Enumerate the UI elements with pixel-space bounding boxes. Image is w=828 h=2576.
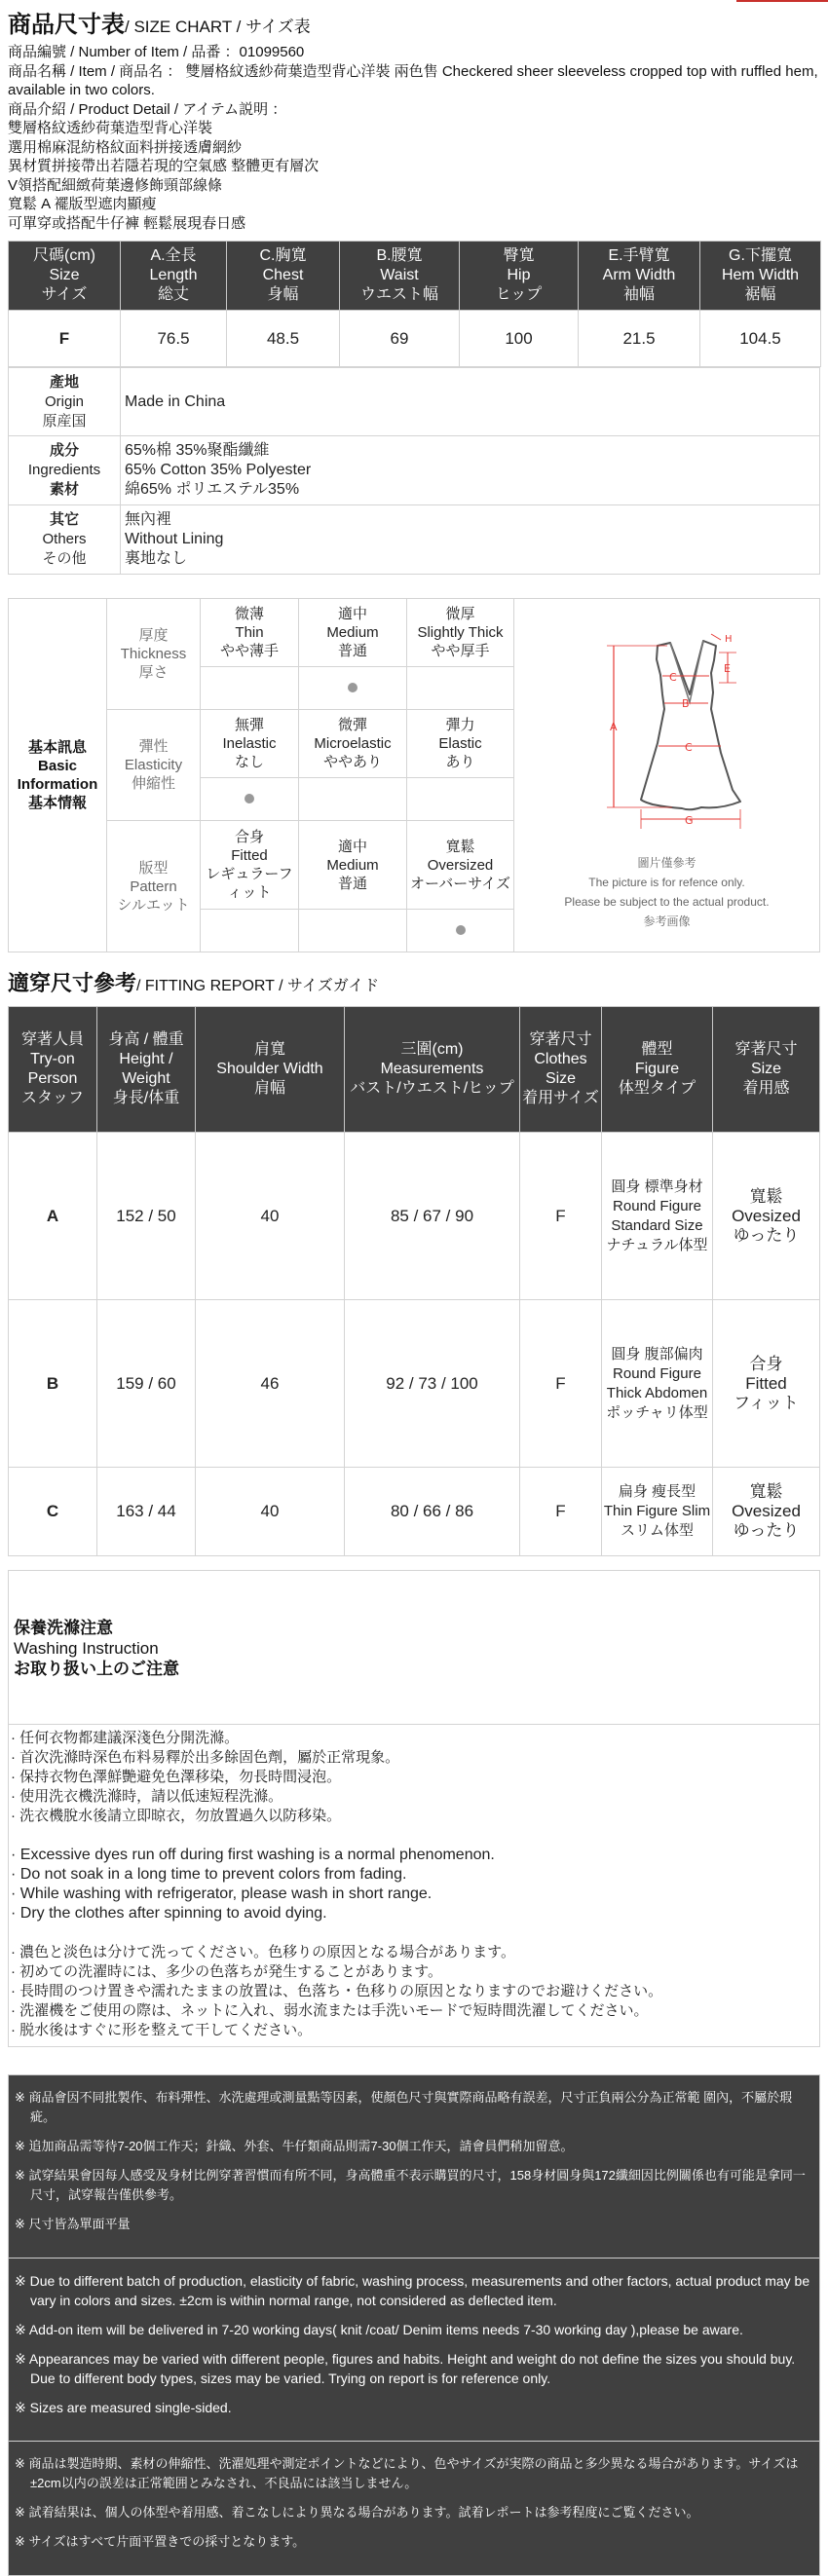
cell-fit-feel: 寬鬆 Ovesized ゆったり bbox=[713, 1468, 820, 1556]
others-row bbox=[9, 505, 820, 575]
fitting-title-main: 適穿尺寸參考 bbox=[8, 971, 137, 995]
thickness-option-medium: 適中 Medium 普通 bbox=[299, 599, 407, 667]
thickness-option-thin: 微薄 Thin やや薄手 bbox=[201, 599, 299, 667]
washing-instruction-box bbox=[8, 1570, 820, 2047]
size-chart-table bbox=[8, 241, 821, 367]
svg-text:A: A bbox=[609, 721, 618, 733]
washing-heading: 保養洗滌注意 Washing Instruction お取り扱い上のご注意 bbox=[9, 1571, 819, 1725]
col-header-height-weight: 身高 / 體重 Height / Weight 身長/体重 bbox=[97, 1007, 196, 1133]
wash-line-zh: · 任何衣物都建議深淺色分開洗滌。 bbox=[11, 1730, 240, 1746]
cell-clothes-size: F bbox=[520, 1300, 602, 1468]
wash-line-zh: · 首次洗滌時深色布料易釋於出多餘固色劑，屬於正常現象。 bbox=[11, 1749, 400, 1766]
wash-line-ja: · 初めての洗濯時には、多少の色落ちが発生することがあります。 bbox=[11, 1963, 442, 1980]
thickness-indicator bbox=[201, 667, 299, 710]
notes-zh: ※ 商品會因不同批製作、布料彈性、水洗處理或測量點等因素，使顏色尺寸與實際商品略有誤差，尺寸正負兩公分為正常範 圍內，不屬於瑕疵。 ※ 追加商品需等待7-20個工作天；針織、外套、牛仔類商品則需7-30個工作天，請會員們稍加留意。 ※ 試穿結果會因每人感受及身材比例穿著習慣而有所不同，身高體重不表示購買的尺寸，158身材圓身與172纖細因比例關係也有可能是拿同一尺寸，試穿報告僅供參考。 ※ 尺寸皆為單面平量 bbox=[9, 2075, 819, 2259]
detail-line: 寬鬆 A 襬版型遮肉顯瘦 bbox=[8, 196, 157, 212]
detail-line: V領搭配細緻荷葉邊修飾頸部線條 bbox=[8, 176, 223, 194]
col-header-shoulder: 肩寬 Shoulder Width 肩幅 bbox=[196, 1007, 345, 1133]
col-header-waist: B.腰寬 Waist ウエスト幅 bbox=[340, 242, 460, 311]
cell-waist: 69 bbox=[340, 311, 460, 367]
elasticity-label: 彈性 Elasticity 伸縮性 bbox=[107, 710, 201, 821]
elasticity-option-elastic: 彈力 Elastic あり bbox=[407, 710, 514, 778]
col-header-arm-width: E.手臂寬 Arm Width 袖幅 bbox=[579, 242, 700, 311]
item-name: 商品名稱 / Item / 商品名 ： 雙層格紋透紗荷葉造型背心洋裝 兩色售 Checkered sheer sleeveless cropped top with ruffled hem, available in two colors. bbox=[8, 62, 818, 98]
cell-chest: 48.5 bbox=[227, 311, 340, 367]
fitting-row bbox=[9, 1133, 820, 1300]
cell-height-weight: 159 / 60 bbox=[97, 1300, 196, 1468]
svg-text:E: E bbox=[723, 662, 731, 675]
notes-ja: ※ 商品は製造時期、素材の伸縮性、洗濯処理や測定ポイントなどにより、色やサイズが実際の商品と多少異なる場合があります。サイズは±2cm以内の誤差は正常範囲とみなされ、不良品には該当しません。 ※ 試着結果は、個人の体型や着用感、着こなしにより異なる場合があります。試着レポートは参考程度にご覧ください。 ※ サイズはすべて片面平置きでの採寸となります。 bbox=[15, 2456, 799, 2549]
cell-person: A bbox=[9, 1133, 97, 1300]
cell-fit-feel: 合身 Fitted フィット bbox=[713, 1300, 820, 1468]
cell-length: 76.5 bbox=[121, 311, 227, 367]
cell-person: B bbox=[9, 1300, 97, 1468]
others-value: 無內裡 Without Lining 裏地なし bbox=[121, 505, 820, 575]
cell-clothes-size: F bbox=[520, 1133, 602, 1300]
wash-line-ja: · 長時間のつけ置きや濡れたままの放置は、色落ち・色移りの原因となりますのでお避けください。 bbox=[11, 1983, 663, 1999]
selected-dot-icon bbox=[245, 794, 254, 803]
product-size-document bbox=[8, 0, 820, 2576]
detail-line: 雙層格紋透紗荷葉造型背心洋裝 bbox=[8, 120, 213, 136]
diagram-caption: 圖片僅參考 The picture is for refence only. Please be subject to the actual product. 参考画像 bbox=[564, 856, 770, 928]
title-sub: / SIZE CHART / サイズ表 bbox=[125, 18, 311, 36]
cell-height-weight: 152 / 50 bbox=[97, 1133, 196, 1300]
elasticity-indicator bbox=[407, 778, 514, 821]
wash-line-zh: · 使用洗衣機洗滌時，請以低速短程洗滌。 bbox=[11, 1788, 283, 1805]
cell-shoulder: 46 bbox=[196, 1300, 345, 1468]
wash-line-ja: · 濃色と淡色は分けて洗ってください。色移りの原因となる場合があります。 bbox=[11, 1944, 515, 1960]
wash-line-zh: · 洗衣機脫水後請立即晾衣，勿放置過久以防移染。 bbox=[11, 1808, 342, 1824]
elasticity-indicator bbox=[299, 778, 407, 821]
dress-measurement-diagram-icon bbox=[555, 616, 779, 831]
detail-label: 商品介紹 / Product Detail / アイテム説明 ： bbox=[8, 100, 287, 118]
pattern-label: 版型 Pattern シルエット bbox=[107, 821, 201, 952]
col-header-chest: C.胸寬 Chest 身幅 bbox=[227, 242, 340, 311]
pattern-option-medium: 適中 Medium 普通 bbox=[299, 821, 407, 910]
cell-person: C bbox=[9, 1468, 97, 1556]
wash-line-en: · While washing with refrigerator, please wash in short range. bbox=[11, 1885, 433, 1902]
cell-figure: 扁身 瘦長型 Thin Figure Slim スリム体型 bbox=[602, 1468, 713, 1556]
origin-label: 產地 Origin 原産国 bbox=[9, 368, 121, 436]
svg-text:C: C bbox=[684, 741, 693, 754]
cell-measurements: 92 / 73 / 100 bbox=[345, 1300, 520, 1468]
pattern-indicator bbox=[407, 910, 514, 952]
fitting-header-row bbox=[9, 1007, 820, 1133]
svg-text:B: B bbox=[681, 697, 690, 710]
fitting-title-sub: / FITTING REPORT / サイズガイド bbox=[136, 978, 380, 994]
svg-text:C: C bbox=[668, 671, 677, 684]
pattern-indicator bbox=[299, 910, 407, 952]
notes-panel bbox=[8, 2074, 820, 2576]
detail-line: 異材質拼接帶出若隱若現的空氣感 整體更有層次 bbox=[8, 158, 320, 174]
thickness-option-thick: 微厚 Slightly Thick やや厚手 bbox=[407, 599, 514, 667]
wash-line-ja: · 洗濯機をご使用の際は、ネットに入れ、弱水流または手洗いモードで短時間洗濯してください。 bbox=[11, 2002, 649, 2019]
basic-info-label: 基本訊息 Basic Information 基本情報 bbox=[9, 599, 107, 952]
wash-line-zh: · 保持衣物色澤鮮艷避免色澤移染，勿長時間浸泡。 bbox=[11, 1769, 342, 1785]
fitting-row bbox=[9, 1468, 820, 1556]
basic-info-table bbox=[8, 598, 820, 952]
thickness-label: 厚度 Thickness 厚さ bbox=[107, 599, 201, 710]
col-header-hem-width: G.下擺寬 Hem Width 裾幅 bbox=[700, 242, 821, 311]
fitting-report-table bbox=[8, 1006, 820, 1556]
wash-line-en: · Excessive dyes run off during first washing is a normal phenomenon. bbox=[11, 1847, 495, 1863]
cell-shoulder: 40 bbox=[196, 1133, 345, 1300]
selected-dot-icon bbox=[348, 683, 358, 692]
col-header-figure: 體型 Figure 体型タイプ bbox=[602, 1007, 713, 1133]
wash-line-en: · Dry the clothes after spinning to avoid dying. bbox=[11, 1905, 327, 1922]
cell-hem-width: 104.5 bbox=[700, 311, 821, 367]
selected-dot-icon bbox=[456, 925, 466, 935]
cell-shoulder: 40 bbox=[196, 1468, 345, 1556]
cell-figure: 圓身 腹部偏肉 Round Figure Thick Abdomen ポッチャリ体型 bbox=[602, 1300, 713, 1468]
notes-en: ※ Due to different batch of production, elasticity of fabric, washing process, measurements and other factors, actual product may be vary in colors and sizes. ±2cm is within normal range, not considered as deflected item. ※ Add-on item will be delivered in 7-20 working days( knit /coat/ Denim items needs 7-30 working day ),please be aware. ※ Appearances may be varied with different people, figures and habits. Height and weight do not define the sizes you should buy. Due to different body types, sizes may be varied. Trying on report is for reference only. ※ Sizes are measured single-sided. bbox=[9, 2259, 819, 2442]
elasticity-option-micro: 微彈 Microelastic ややあり bbox=[299, 710, 407, 778]
fitting-row bbox=[9, 1300, 820, 1468]
cell-size: F bbox=[9, 311, 121, 367]
col-header-size: 尺碼(cm) Size サイズ bbox=[9, 242, 121, 311]
col-header-fit-feel: 穿著尺寸 Size 着用感 bbox=[713, 1007, 820, 1133]
fitting-report-title bbox=[8, 970, 820, 1000]
thickness-indicator bbox=[407, 667, 514, 710]
garment-diagram bbox=[514, 599, 820, 952]
origin-row bbox=[9, 368, 820, 436]
svg-text:G: G bbox=[684, 814, 694, 827]
cell-height-weight: 163 / 44 bbox=[97, 1468, 196, 1556]
cell-clothes-size: F bbox=[520, 1468, 602, 1556]
size-row bbox=[9, 311, 821, 367]
thickness-indicator bbox=[299, 667, 407, 710]
others-label: 其它 Others その他 bbox=[9, 505, 121, 575]
ingredients-row bbox=[9, 436, 820, 505]
col-header-hip: 臀寬 Hip ヒップ bbox=[460, 242, 579, 311]
detail-line: 選用棉麻混紡格紋面料拼接透膚網紗 bbox=[8, 138, 243, 156]
ingredients-label: 成分 Ingredients 素材 bbox=[9, 436, 121, 505]
svg-text:H: H bbox=[724, 634, 733, 645]
item-number: 商品編號 / Number of Item / 品番 ：01099560 bbox=[8, 44, 305, 60]
origin-value: Made in China bbox=[121, 368, 820, 436]
cell-figure: 圓身 標準身材 Round Figure Standard Size ナチュラル体型 bbox=[602, 1133, 713, 1300]
size-chart-title bbox=[8, 10, 820, 43]
material-info-table bbox=[8, 367, 820, 575]
pattern-option-fitted: 合身 Fitted レギュラーフィット bbox=[201, 821, 299, 910]
cell-hip: 100 bbox=[460, 311, 579, 367]
elasticity-option-inelastic: 無彈 Inelastic なし bbox=[201, 710, 299, 778]
cell-measurements: 80 / 66 / 86 bbox=[345, 1468, 520, 1556]
elasticity-indicator bbox=[201, 778, 299, 821]
col-header-length: A.全長 Length 総丈 bbox=[121, 242, 227, 311]
wash-line-ja: · 脱水後はすぐに形を整えて干してください。 bbox=[11, 2022, 313, 2038]
pattern-option-oversized: 寬鬆 Oversized オーバーサイズ bbox=[407, 821, 514, 910]
detail-line: 可單穿或搭配牛仔褲 輕鬆展現春日感 bbox=[8, 214, 246, 232]
cell-measurements: 85 / 67 / 90 bbox=[345, 1133, 520, 1300]
washing-body bbox=[9, 1725, 819, 2046]
cell-fit-feel: 寬鬆 Ovesized ゆったり bbox=[713, 1133, 820, 1300]
product-info bbox=[8, 43, 820, 233]
wash-line-en: · Do not soak in a long time to prevent colors from fading. bbox=[11, 1866, 407, 1883]
col-header-clothes-size: 穿著尺寸 Clothes Size 着用サイズ bbox=[520, 1007, 602, 1133]
ingredients-value: 65%棉 35%聚酯纖維 65% Cotton 35% Polyester 綿65% ポリエステル35% bbox=[121, 436, 820, 505]
size-chart-header-row bbox=[9, 242, 821, 311]
cell-arm-width: 21.5 bbox=[579, 311, 700, 367]
col-header-measurements: 三圍(cm) Measurements バスト/ウエスト/ヒップ bbox=[345, 1007, 520, 1133]
col-header-person: 穿著人員 Try-on Person スタッフ bbox=[9, 1007, 97, 1133]
pattern-indicator bbox=[201, 910, 299, 952]
title-main: 商品尺寸表 bbox=[8, 12, 125, 38]
